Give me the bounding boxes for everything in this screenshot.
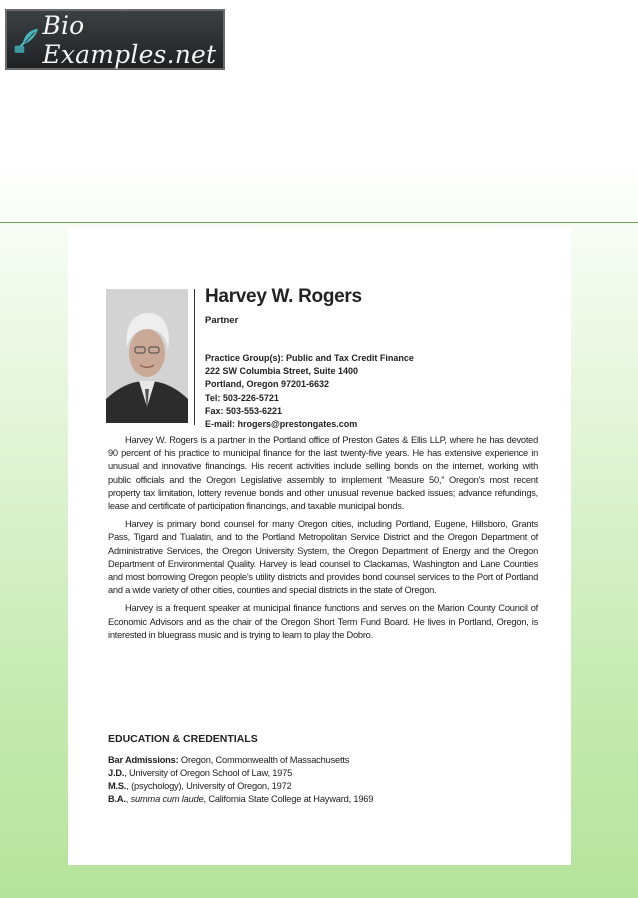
logo-text: Bio Examples.net xyxy=(42,10,217,69)
degree-ba-value: , California State College at Hayward, 1969 xyxy=(203,794,374,804)
degree-ba-label: B.A. xyxy=(108,794,126,804)
degree-jd-value: , University of Oregon School of Law, 1975 xyxy=(124,768,293,778)
degree-jd xyxy=(108,767,373,780)
contact-block xyxy=(205,352,414,431)
bio-document xyxy=(68,228,571,865)
person-title: Partner xyxy=(205,315,239,326)
biography xyxy=(108,434,538,647)
portrait-photo xyxy=(106,289,188,423)
telephone: Tel: 503-226-5721 xyxy=(205,392,279,403)
bio-examples-logo[interactable] xyxy=(5,9,225,70)
degree-ms xyxy=(108,780,373,793)
degree-ba-honor: summa cum laude xyxy=(130,794,204,804)
header-divider xyxy=(0,222,638,223)
header-vertical-rule xyxy=(194,289,195,425)
bar-admissions-value: Oregon, Commonwealth of Massachusetts xyxy=(178,755,350,765)
degree-ms-label: M.S. xyxy=(108,781,127,791)
education-list xyxy=(108,754,373,806)
address-line-1: 222 SW Columbia Street, Suite 1400 xyxy=(205,366,359,377)
fax: Fax: 503-553-6221 xyxy=(205,405,283,416)
practice-groups: Practice Group(s): Public and Tax Credit Finance xyxy=(205,353,414,363)
bar-admissions xyxy=(108,754,373,767)
degree-ba-sep: , xyxy=(125,794,131,804)
degree-jd-label: J.D. xyxy=(108,768,125,778)
bio-paragraph-1: Harvey W. Rogers is a partner in the Portland office of Preston Gates & Ellis LLP, where he has devoted 90 percent of his practice to municipal finance for the last twenty-five years. He has extensive experience in unusual and innovative financings. His recent activities include selling bonds on the internet, working with public officials and the Oregon Legislative assembly to implement “Measure 50,” Oregon’s most recent property tax limitation, lottery revenue bonds and other unusual revenue backed issues; advance refundings, lease and certificate of participation financings, and taxable municipal bonds. xyxy=(108,435,538,512)
email: E-mail: hrogers@prestongates.com xyxy=(205,419,358,430)
education-heading: EDUCATION & CREDENTIALS xyxy=(108,733,258,745)
bio-paragraph-2: Harvey is primary bond counsel for many Oregon cities, including Portland, Eugene, Hillsboro, Grants Pass, Tigard and Tualatin, and to the Portland Metropolitan Service District and the Oregon Department of Administrative Services, the Oregon University System, the Oregon Department of Energy and the Oregon Department of Environmental Quality. Harvey is lead counsel to Clackamas, Washington and Lane Counties and most borrowing Oregon people’s utility districts and provides bond counsel services to the Port of Portland and a wide variety of other cities, counties and special districts in the state of Oregon. xyxy=(108,519,538,596)
quill-pen-icon xyxy=(13,23,40,57)
degree-ba xyxy=(108,793,373,806)
bio-paragraph-3: Harvey is a frequent speaker at municipal finance functions and serves on the Marion County Council of Economic Advisors and as the chair of the Oregon Short Term Fund Board. He lives in Portland, Oregon, is interested in bluegrass music and is trying to learn to play the Dobro. xyxy=(108,603,538,640)
degree-ms-value: , (psychology), University of Oregon, 1972 xyxy=(126,781,292,791)
address-line-2: Portland, Oregon 97201-6632 xyxy=(205,379,330,390)
person-name: Harvey W. Rogers xyxy=(205,286,362,307)
bar-admissions-label: Bar Admissions: xyxy=(108,755,179,765)
